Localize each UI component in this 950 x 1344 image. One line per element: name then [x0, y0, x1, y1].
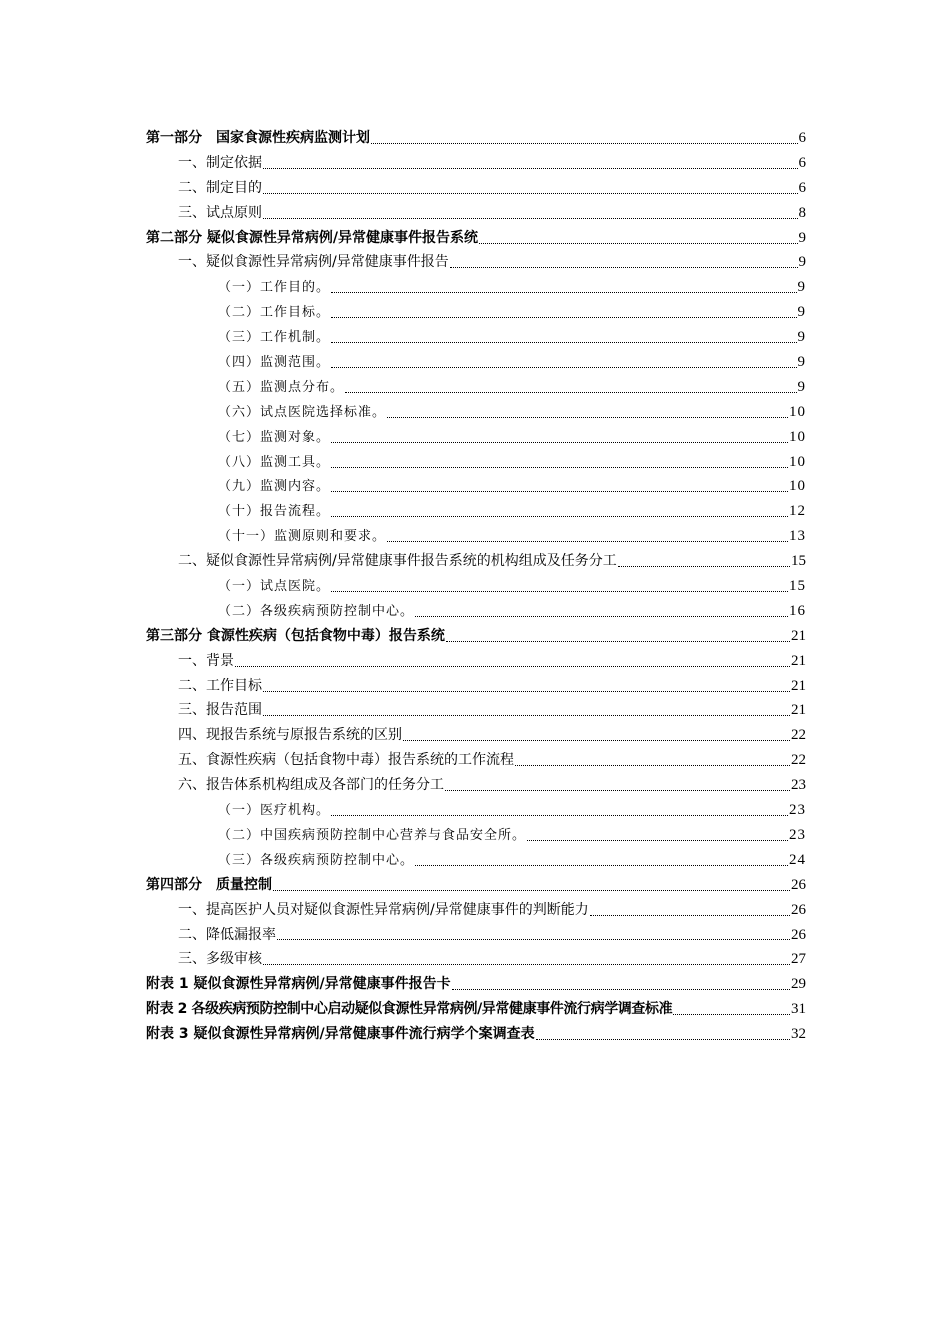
toc-dot-leader — [618, 566, 790, 567]
toc-entry[interactable] — [146, 524, 806, 549]
toc-entry-page-number: 10 — [789, 403, 806, 420]
toc-entry-title: 四、现报告系统与原报告系统的区别 — [178, 727, 402, 744]
toc-entry-page-number: 26 — [791, 926, 806, 943]
toc-dot-leader — [446, 641, 790, 642]
toc-entry[interactable] — [146, 226, 806, 251]
toc-dot-leader — [263, 193, 798, 194]
toc-dot-leader — [450, 267, 798, 268]
toc-entry-page-number: 9 — [798, 254, 806, 271]
toc-entry[interactable] — [146, 574, 806, 599]
toc-entry-page-number: 16 — [789, 602, 806, 619]
toc-entry[interactable] — [146, 599, 806, 624]
toc-entry-page-number: 23 — [789, 802, 806, 819]
toc-entry-title: （七）监测对象。 — [218, 429, 331, 445]
toc-dot-leader — [527, 840, 788, 841]
toc-entry[interactable] — [146, 698, 806, 723]
toc-entry-page-number: 23 — [791, 777, 806, 794]
toc-entry-page-number: 21 — [791, 702, 806, 719]
toc-entry-title: 三、报告范围 — [178, 702, 262, 719]
toc-entry-page-number: 9 — [797, 378, 806, 395]
toc-entry-title: 二、降低漏报率 — [178, 926, 276, 943]
toc-entry[interactable] — [146, 275, 806, 300]
toc-entry-page-number: 24 — [789, 851, 806, 868]
toc-entry-page-number: 21 — [791, 627, 806, 644]
toc-entry-page-number: 26 — [791, 901, 806, 918]
toc-entry-title: 第三部分 食源性疾病（包括食物中毒）报告系统 — [146, 627, 445, 644]
toc-entry[interactable] — [146, 350, 806, 375]
toc-entry-title: 六、报告体系机构组成及各部门的任务分工 — [178, 777, 444, 794]
toc-dot-leader — [445, 790, 790, 791]
toc-dot-leader — [371, 143, 798, 144]
toc-entry-page-number: 21 — [791, 677, 806, 694]
toc-dot-leader — [387, 541, 788, 542]
toc-entry[interactable] — [146, 972, 806, 997]
toc-entry[interactable] — [146, 499, 806, 524]
toc-entry-title: （四）监测范围。 — [218, 355, 331, 371]
toc-dot-leader — [273, 890, 790, 891]
toc-entry[interactable] — [146, 549, 806, 574]
toc-entry[interactable] — [146, 873, 806, 898]
toc-entry-page-number: 12 — [789, 503, 806, 520]
toc-entry-page-number: 6 — [798, 179, 806, 196]
toc-entry-title: 二、工作目标 — [178, 677, 262, 694]
toc-entry-page-number: 32 — [791, 1026, 806, 1043]
toc-entry-page-number: 15 — [791, 553, 806, 570]
toc-entry[interactable] — [146, 923, 806, 948]
toc-entry-title: （三）工作机制。 — [218, 330, 331, 346]
toc-entry[interactable] — [146, 823, 806, 848]
toc-dot-leader — [331, 292, 796, 293]
toc-dot-leader — [263, 964, 790, 965]
toc-entry[interactable] — [146, 674, 806, 699]
toc-dot-leader — [263, 715, 790, 716]
toc-entry-page-number: 27 — [791, 951, 806, 968]
toc-dot-leader — [403, 740, 790, 741]
toc-entry-title: （十）报告流程。 — [218, 504, 331, 520]
toc-dot-leader — [345, 392, 796, 393]
toc-dot-leader — [331, 467, 788, 468]
toc-entry-page-number: 10 — [789, 453, 806, 470]
toc-dot-leader — [331, 442, 788, 443]
toc-entry-page-number: 8 — [798, 204, 806, 221]
toc-dot-leader — [235, 666, 790, 667]
toc-entry-title: （二）各级疾病预防控制中心。 — [218, 603, 415, 619]
toc-entry-title: （五）监测点分布。 — [218, 379, 345, 395]
toc-dot-leader — [263, 168, 798, 169]
toc-entry-page-number: 9 — [798, 229, 806, 246]
toc-entry[interactable] — [146, 947, 806, 972]
toc-entry-page-number: 10 — [789, 428, 806, 445]
toc-dot-leader — [590, 915, 790, 916]
table-of-contents — [146, 126, 806, 1047]
toc-dot-leader — [331, 367, 796, 368]
toc-entry[interactable] — [146, 126, 806, 151]
toc-dot-leader — [387, 417, 788, 418]
toc-entry-title: 附表 3 疑似食源性异常病例/异常健康事件流行病学个案调查表 — [146, 1026, 535, 1043]
toc-entry[interactable] — [146, 151, 806, 176]
toc-entry-page-number: 23 — [789, 826, 806, 843]
toc-entry-title: 二、制定目的 — [178, 179, 262, 196]
toc-dot-leader — [415, 616, 788, 617]
toc-entry[interactable] — [146, 375, 806, 400]
toc-dot-leader — [415, 865, 788, 866]
toc-entry-title: （八）监测工具。 — [218, 454, 331, 470]
toc-entry[interactable] — [146, 1022, 806, 1047]
toc-entry-title: 三、多级审核 — [178, 951, 262, 968]
toc-entry-title: （一）医疗机构。 — [218, 803, 331, 819]
toc-entry-title: 第一部分 国家食源性疾病监测计划 — [146, 130, 370, 146]
toc-entry-page-number: 22 — [791, 752, 806, 769]
toc-entry-page-number: 22 — [791, 727, 806, 744]
toc-entry[interactable] — [146, 723, 806, 748]
toc-entry[interactable] — [146, 848, 806, 873]
toc-entry-title: （一）工作目的。 — [218, 280, 331, 296]
toc-dot-leader — [452, 989, 790, 990]
toc-entry-page-number: 9 — [797, 304, 806, 321]
toc-entry-page-number: 29 — [791, 976, 806, 993]
toc-dot-leader — [331, 342, 796, 343]
toc-dot-leader — [536, 1039, 790, 1040]
toc-dot-leader — [277, 939, 790, 940]
toc-entry-page-number: 13 — [789, 528, 806, 545]
toc-entry-page-number: 6 — [798, 130, 806, 146]
toc-dot-leader — [331, 591, 788, 592]
toc-entry[interactable] — [146, 773, 806, 798]
toc-entry-title: （二）中国疾病预防控制中心营养与食品安全所。 — [218, 827, 527, 843]
toc-entry-title: 一、提高医护人员对疑似食源性异常病例/异常健康事件的判断能力 — [178, 901, 589, 918]
toc-entry[interactable] — [146, 748, 806, 773]
toc-entry[interactable] — [146, 400, 806, 425]
toc-entry-title: 附表 2 各级疾病预防控制中心启动疑似食源性异常病例/异常健康事件流行病学调查标准 — [146, 1001, 673, 1018]
toc-entry-title: （六）试点医院选择标准。 — [218, 404, 387, 420]
toc-dot-leader — [331, 491, 788, 492]
toc-entry-title: （十一）监测原则和要求。 — [218, 529, 387, 545]
toc-entry-page-number: 6 — [798, 154, 806, 171]
toc-entry-title: 一、背景 — [178, 652, 234, 669]
toc-entry-page-number: 15 — [789, 578, 806, 595]
toc-entry-title: 三、试点原则 — [178, 204, 262, 221]
toc-entry[interactable] — [146, 425, 806, 450]
toc-entry[interactable] — [146, 997, 806, 1022]
toc-entry[interactable] — [146, 898, 806, 923]
toc-entry[interactable] — [146, 250, 806, 275]
toc-entry-page-number: 10 — [789, 478, 806, 495]
toc-entry[interactable] — [146, 450, 806, 475]
toc-entry-title: 附表 1 疑似食源性异常病例/异常健康事件报告卡 — [146, 976, 451, 993]
toc-entry-page-number: 9 — [797, 354, 806, 371]
toc-entry-page-number: 26 — [791, 876, 806, 893]
toc-entry[interactable] — [146, 649, 806, 674]
toc-entry-title: 二、疑似食源性异常病例/异常健康事件报告系统的机构组成及任务分工 — [178, 553, 617, 570]
toc-dot-leader — [515, 765, 790, 766]
toc-dot-leader — [479, 243, 798, 244]
toc-dot-leader — [263, 218, 798, 219]
toc-entry-title: 五、食源性疾病（包括食物中毒）报告系统的工作流程 — [178, 752, 514, 769]
toc-dot-leader — [331, 516, 788, 517]
toc-dot-leader — [673, 1014, 790, 1015]
toc-entry-title: （九）监测内容。 — [218, 479, 331, 495]
toc-entry-page-number: 9 — [797, 279, 806, 296]
toc-entry[interactable] — [146, 325, 806, 350]
toc-dot-leader — [263, 691, 790, 692]
toc-entry-title: 一、疑似食源性异常病例/异常健康事件报告 — [178, 254, 449, 271]
toc-dot-leader — [331, 317, 796, 318]
toc-entry-title: 一、制定依据 — [178, 154, 262, 171]
toc-entry-title: 第二部分 疑似食源性异常病例/异常健康事件报告系统 — [146, 229, 478, 246]
toc-entry-title: 第四部分 质量控制 — [146, 876, 272, 893]
toc-dot-leader — [331, 815, 788, 816]
toc-entry-page-number: 9 — [797, 329, 806, 346]
toc-entry[interactable] — [146, 474, 806, 499]
toc-entry-title: （一）试点医院。 — [218, 579, 331, 595]
toc-entry[interactable] — [146, 176, 806, 201]
toc-entry-page-number: 21 — [791, 652, 806, 669]
toc-entry[interactable] — [146, 300, 806, 325]
toc-entry[interactable] — [146, 624, 806, 649]
toc-entry-title: （三）各级疾病预防控制中心。 — [218, 852, 415, 868]
toc-entry-page-number: 31 — [791, 1001, 806, 1018]
toc-entry[interactable] — [146, 798, 806, 823]
toc-entry-title: （二）工作目标。 — [218, 305, 331, 321]
toc-entry[interactable] — [146, 201, 806, 226]
